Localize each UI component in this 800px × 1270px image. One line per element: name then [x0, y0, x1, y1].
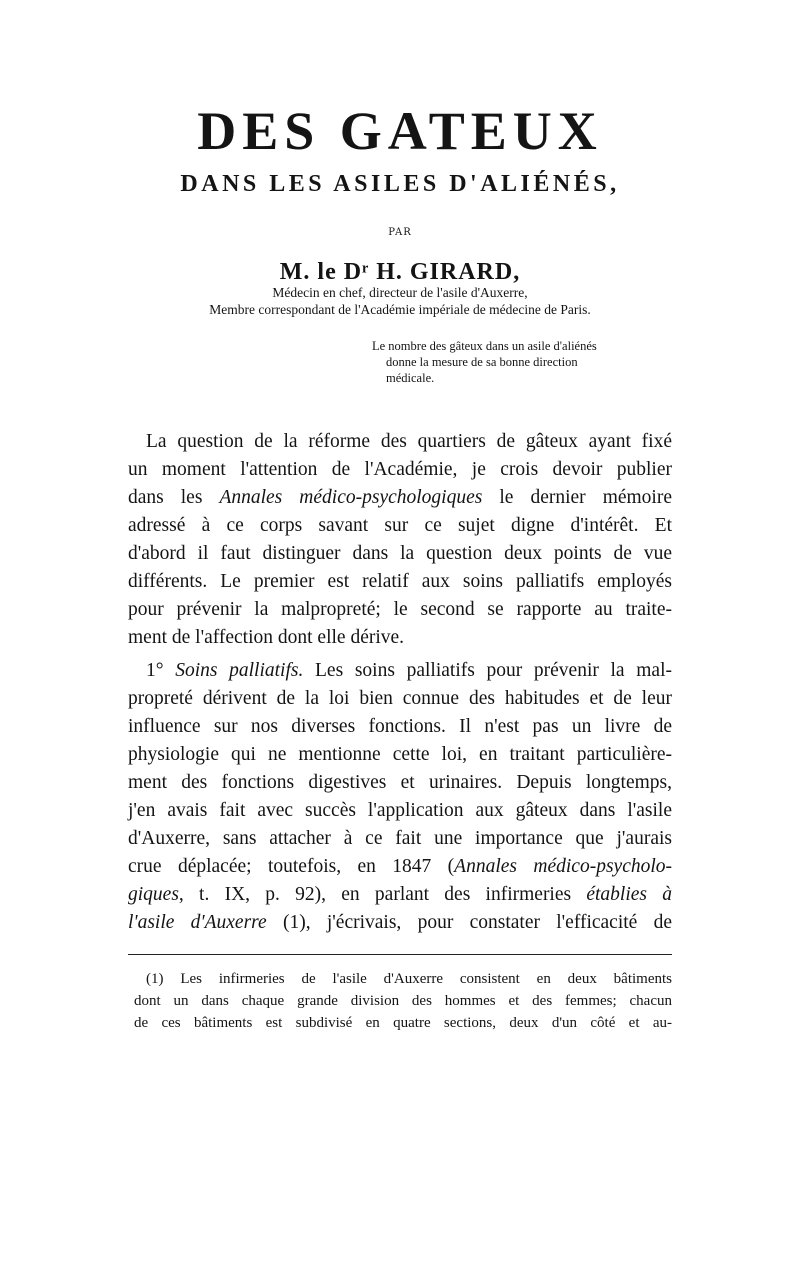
body-line: pour prévenir la malpropreté; le second se rapporte au traite- — [128, 599, 672, 620]
footnote-line: de ces bâtiments est subdivisé en quatre sections, deux d'un côté et au- — [134, 1015, 672, 1031]
text-run: 1° — [146, 660, 176, 681]
text-run: (1), j'écrivais, pour constater l'efficacité de — [266, 912, 673, 933]
text-run: crue déplacée; toutefois, en 1847 ( — [128, 856, 455, 877]
body-line: ment des fonctions digestives et urinaires. Depuis longtemps, — [128, 772, 672, 793]
article-title: DES GATEUX — [197, 101, 603, 161]
body-line: différents. Le premier est relatif aux soins palliatifs employés — [128, 571, 672, 592]
journal-title: Annales médico-psycholo- — [454, 856, 673, 877]
epigraph-line: Le nombre des gâteux dans un asile d'aliénés — [372, 339, 597, 353]
by-label: PAR — [388, 227, 412, 238]
body-line: j'en avais fait avec succès l'application aux gâteux dans l'asile — [128, 800, 672, 821]
journal-title: Annales médico-psychologiques — [219, 487, 483, 508]
epigraph-line: donne la mesure de sa bonne direction — [386, 355, 578, 369]
body-line: d'abord il faut distinguer dans la question deux points de vue — [128, 543, 672, 564]
text-run: le dernier mémoire — [482, 487, 673, 508]
affiliation-line: Membre correspondant de l'Académie impériale de médecine de Paris. — [209, 302, 591, 317]
body-line: physiologie qui ne mentionne cette loi, en traitant particulière- — [128, 744, 672, 765]
italic-run: l'asile d'Auxerre — [128, 912, 267, 933]
footnote-rule — [128, 954, 672, 955]
body-line: d'Auxerre, sans attacher à ce fait une importance que j'aurais — [128, 828, 672, 849]
body-line — [128, 484, 672, 512]
text-run: , t. IX, p. 92), en parlant des infirmeries — [178, 884, 587, 905]
footnote-line: (1) Les infirmeries de l'asile d'Auxerre consistent en deux bâtiments — [146, 971, 672, 987]
footnote-line: dont un dans chaque grande division des hommes et des femmes; chacun — [134, 993, 672, 1009]
body-line: propreté dérivent de la loi bien connue des habitudes et de leur — [128, 688, 672, 709]
body-line — [128, 853, 672, 881]
body-line: un moment l'attention de l'Académie, je crois devoir publier — [128, 459, 672, 480]
epigraph-line: médicale. — [386, 371, 435, 385]
body-line — [146, 657, 672, 685]
journal-title: giques — [128, 884, 179, 905]
text-run: Les soins palliatifs pour prévenir la mal- — [303, 660, 672, 681]
body-line — [128, 881, 672, 909]
body-line: adressé à ce corps savant sur ce sujet digne d'intérêt. Et — [128, 515, 672, 536]
author-name: M. le Dʳ H. GIRARD, — [279, 259, 521, 285]
article-subtitle: DANS LES ASILES D'ALIÉNÉS, — [180, 171, 620, 197]
epigraph — [372, 338, 672, 386]
text-run: dans les — [128, 487, 220, 508]
body-line: influence sur nos diverses fonctions. Il n'est pas un livre de — [128, 716, 672, 737]
body-line: ment de l'affection dont elle dérive. — [128, 627, 405, 648]
section-heading: Soins palliatifs. — [175, 660, 304, 681]
affiliation-line: Médecin en chef, directeur de l'asile d'Auxerre, — [272, 285, 528, 300]
italic-run: établies à — [586, 884, 673, 905]
body-line: La question de la réforme des quartiers de gâteux ayant fixé — [146, 431, 672, 452]
body-line — [128, 909, 672, 937]
